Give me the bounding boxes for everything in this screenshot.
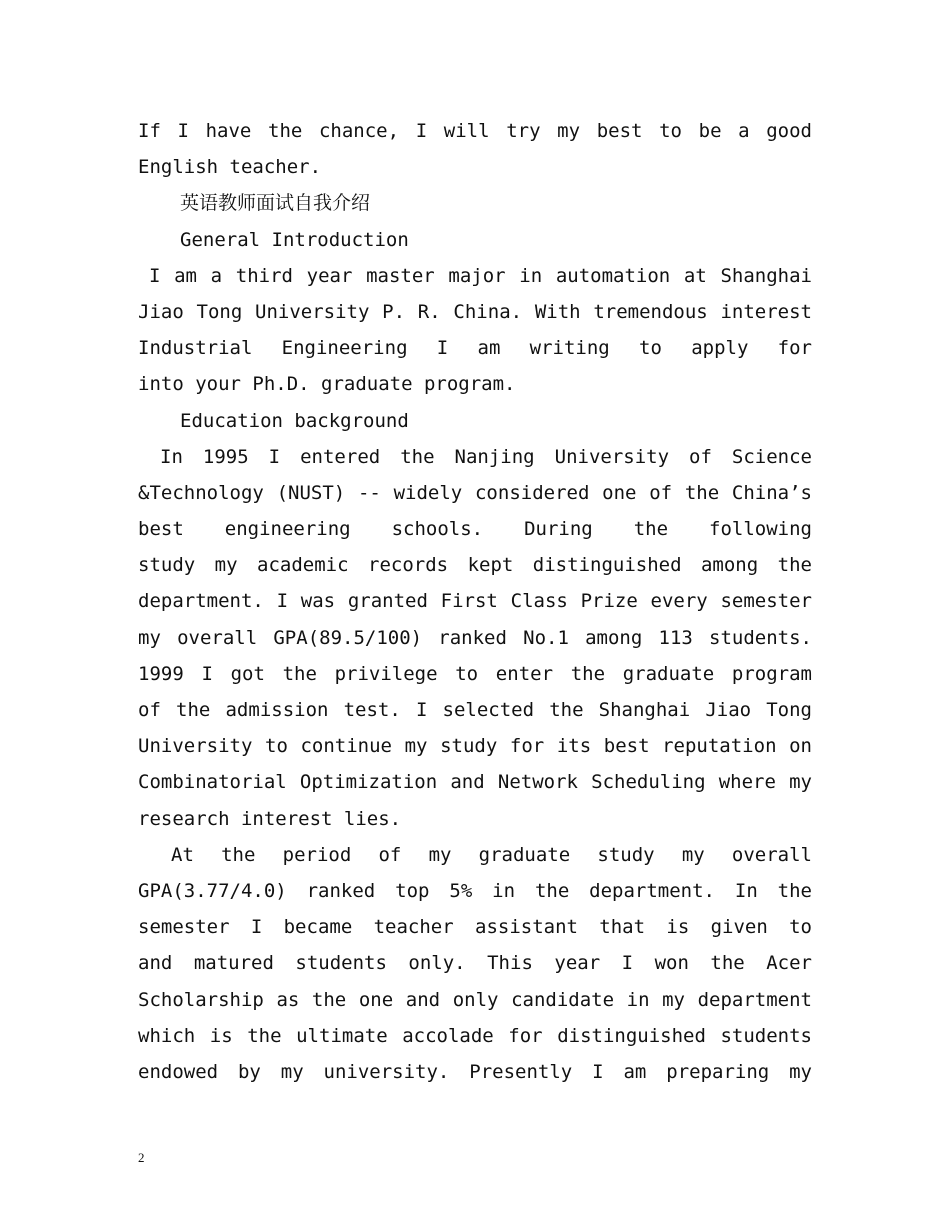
- text-line: If I have the chance, I will try my best to be a good: [138, 120, 812, 142]
- text-line: department. I was granted First Class Prize every semester: [138, 590, 812, 613]
- text-line: which is the ultimate accolade for distinguished students: [138, 1024, 812, 1047]
- text-line: I am a third year master major in automation at Shanghai: [149, 264, 812, 287]
- text-line: study my academic records kept distinguished among the: [138, 554, 812, 577]
- text-line: Scholarship as the one and only candidate in my department: [138, 988, 812, 1011]
- text-line: semester I became teacher assistant that is given to: [138, 916, 812, 939]
- text-line: Industrial Engineering I am writing to apply for: [138, 337, 812, 360]
- text-line: research interest lies.: [138, 807, 402, 830]
- text-line: 英语教师面试自我介绍: [180, 192, 371, 215]
- text-line: General Introduction: [180, 228, 409, 251]
- text-line: Education background: [180, 409, 409, 432]
- text-line: of the admission test. I selected the Shanghai Jiao Tong: [138, 699, 812, 721]
- text-line: &Technology (NUST) -- widely considered one of the China’s: [138, 481, 812, 504]
- text-line: and matured students only. This year I won the Acer: [138, 952, 812, 975]
- text-line: endowed by my university. Presently I am preparing my: [138, 1060, 812, 1083]
- text-line: GPA(3.77/4.0) ranked top 5% in the department. In the: [138, 879, 812, 902]
- text-line: Combinatorial Optimization and Network Scheduling where my: [138, 771, 812, 794]
- text-line: English teacher.: [138, 156, 322, 179]
- text-line: Jiao Tong University P. R. China. With tremendous interest: [138, 300, 812, 323]
- text-line: 1999 I got the privilege to enter the graduate program: [138, 662, 812, 685]
- text-line: University to continue my study for its best reputation on: [138, 735, 812, 758]
- text-line: into your Ph.D. graduate program.: [138, 373, 516, 396]
- document-body: [138, 113, 812, 1090]
- page-number: 2: [138, 1150, 145, 1165]
- text-line: my overall GPA(89.5/100) ranked No.1 among 113 students.: [138, 626, 812, 649]
- text-line: At the period of my graduate study my overall: [171, 843, 812, 866]
- text-line: best engineering schools. During the following: [138, 518, 812, 541]
- text-line: In 1995 I entered the Nanjing University of Science: [160, 445, 812, 468]
